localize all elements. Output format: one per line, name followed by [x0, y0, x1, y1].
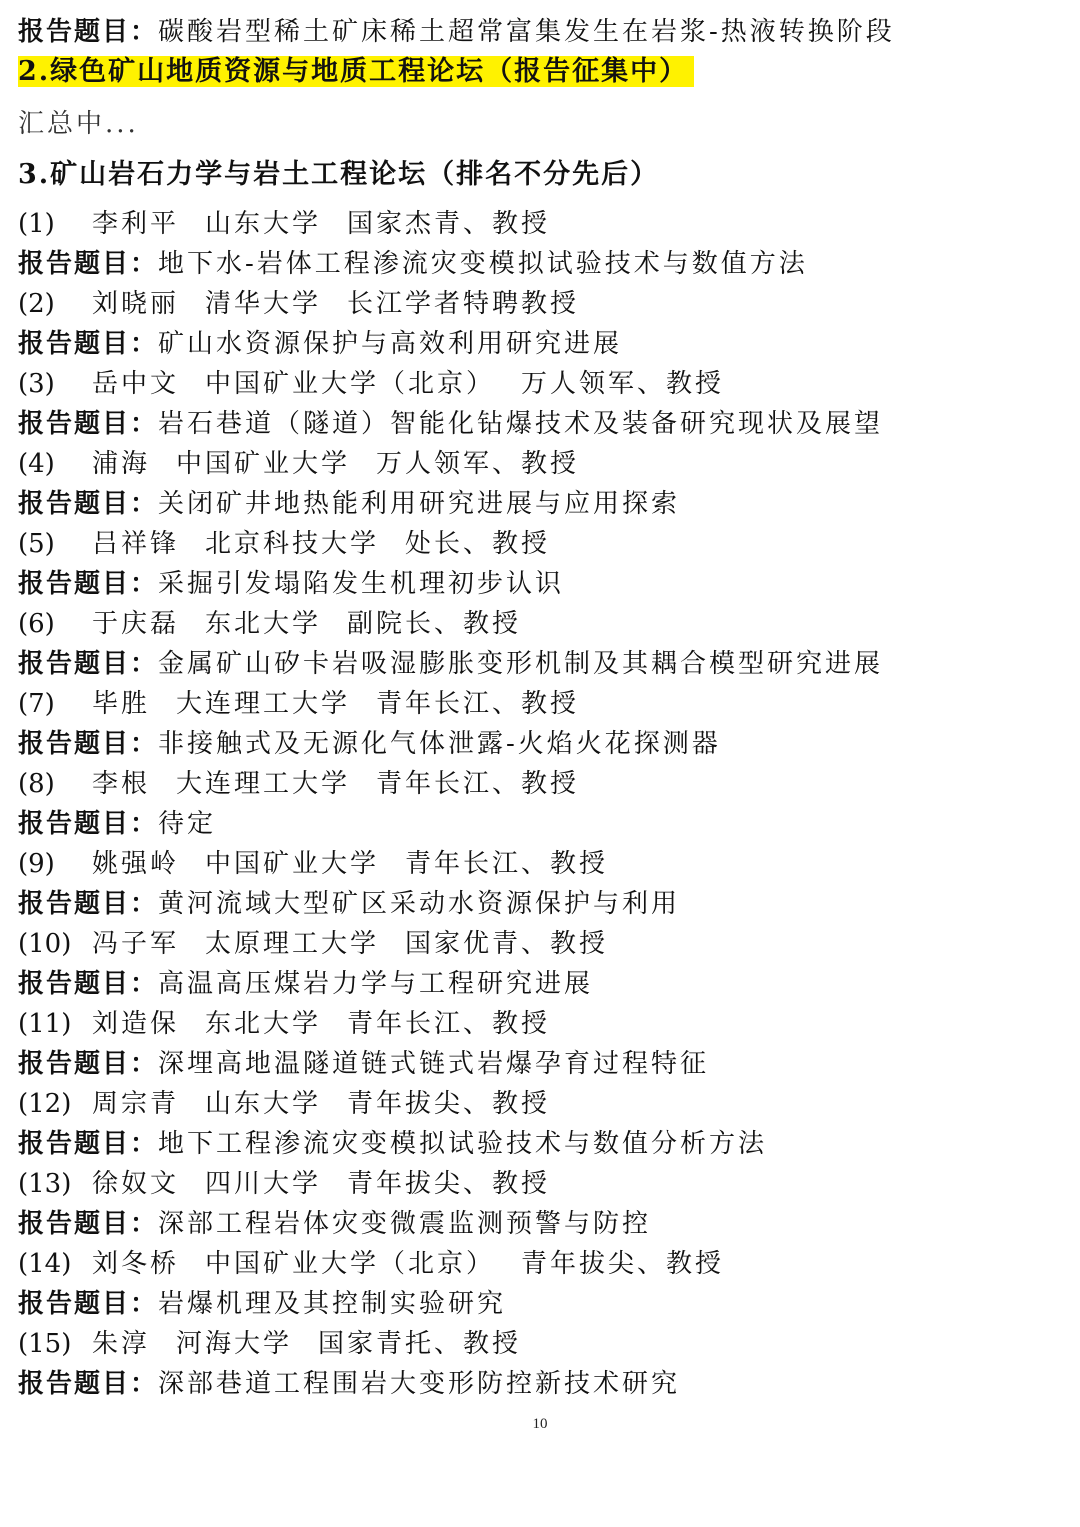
speaker-name: 李利平 [92, 209, 180, 239]
speaker-title: 青年拔尖、教授 [521, 1249, 725, 1279]
speaker-org: 山东大学 [205, 1089, 322, 1119]
speaker-org: 中国矿业大学（北京） [205, 1249, 496, 1279]
speaker-title: 国家青托、教授 [318, 1329, 522, 1359]
entry-number: (13) [18, 1169, 72, 1199]
report-topic: 关闭矿井地热能利用研究进展与应用探索 [158, 489, 681, 519]
report-topic: 深部工程岩体灾变微震监测预警与防控 [158, 1209, 652, 1239]
entry-number: (10) [18, 929, 72, 959]
speaker-org: 清华大学 [205, 289, 322, 319]
report-topic: 岩爆机理及其控制实验研究 [158, 1289, 507, 1319]
report-topic: 待定 [158, 809, 217, 839]
speaker-name: 吕祥锋 [92, 529, 180, 559]
speaker-org: 东北大学 [205, 1009, 322, 1039]
speaker-name: 岳中文 [92, 369, 180, 399]
report-title-line [18, 1124, 767, 1164]
speaker-line [18, 204, 550, 244]
report-label: 报告题目： [18, 249, 159, 279]
speaker-org: 大连理工大学 [176, 689, 351, 719]
speaker-org: 太原理工大学 [205, 929, 380, 959]
report-topic: 碳酸岩型稀土矿床稀土超常富集发生在岩浆-热液转换阶段 [158, 17, 895, 47]
speaker-line [18, 444, 579, 484]
entry-number: (12) [18, 1089, 72, 1119]
report-topic: 黄河流域大型矿区采动水资源保护与利用 [158, 889, 681, 919]
report-title-line [18, 884, 680, 924]
report-label: 报告题目： [18, 729, 159, 759]
report-topic: 地下工程渗流灾变模拟试验技术与数值分析方法 [158, 1129, 768, 1159]
section2-heading-text: 2.绿色矿山地质资源与地质工程论坛（报告征集中） [18, 56, 694, 87]
speaker-title: 青年长江、教授 [347, 1009, 551, 1039]
speaker-title: 长江学者特聘教授 [347, 289, 580, 319]
entry-number: (1) [18, 209, 55, 239]
report-label: 报告题目： [18, 17, 159, 47]
entry-number: (7) [18, 689, 55, 719]
speaker-name: 周宗青 [92, 1089, 180, 1119]
speaker-org: 中国矿业大学（北京） [205, 369, 496, 399]
report-topic: 地下水-岩体工程渗流灾变模拟试验技术与数值方法 [158, 249, 808, 279]
speaker-line [18, 764, 579, 804]
section3-heading: 3.矿山岩石力学与岩土工程论坛（排名不分先后） [18, 159, 660, 190]
speaker-line [18, 1324, 521, 1364]
speaker-title: 青年长江、教授 [405, 849, 609, 879]
speaker-name: 刘造保 [92, 1009, 180, 1039]
report-label: 报告题目： [18, 569, 159, 599]
report-topic: 矿山水资源保护与高效利用研究进展 [158, 329, 623, 359]
speaker-line [18, 1084, 550, 1124]
speaker-name: 徐奴文 [92, 1169, 180, 1199]
speaker-title: 青年长江、教授 [376, 769, 580, 799]
speaker-line [18, 524, 550, 564]
speaker-title: 青年拔尖、教授 [347, 1089, 551, 1119]
report-label: 报告题目： [18, 969, 159, 999]
report-title-line [18, 804, 216, 844]
speaker-name: 朱淳 [92, 1329, 151, 1359]
report-title-line [18, 724, 721, 764]
entry-number: (3) [18, 369, 55, 399]
section2-heading [18, 52, 694, 92]
entry-number: (4) [18, 449, 55, 479]
speaker-line [18, 684, 579, 724]
speaker-line [18, 1164, 550, 1204]
entry-number: (6) [18, 609, 55, 639]
report-title-line [18, 244, 808, 284]
report-topic: 高温高压煤岩力学与工程研究进展 [158, 969, 594, 999]
report-title-line [18, 964, 593, 1004]
report-label: 报告题目： [18, 809, 159, 839]
report-topic: 金属矿山矽卡岩吸湿膨胀变形机制及其耦合模型研究进展 [158, 649, 884, 679]
report-label: 报告题目： [18, 329, 159, 359]
entry-number: (15) [18, 1329, 72, 1359]
speaker-name: 李根 [92, 769, 151, 799]
speaker-title: 青年长江、教授 [376, 689, 580, 719]
entry-number: (14) [18, 1249, 72, 1279]
speaker-name: 冯子军 [92, 929, 180, 959]
speaker-title: 国家杰青、教授 [347, 209, 551, 239]
speaker-line [18, 1004, 550, 1044]
report-label: 报告题目： [18, 889, 159, 919]
report-topic: 岩石巷道（隧道）智能化钻爆技术及装备研究现状及展望 [158, 409, 884, 439]
report-title-line [18, 1204, 651, 1244]
speaker-line [18, 364, 724, 404]
speaker-line [18, 1244, 724, 1284]
entry-number: (11) [18, 1009, 72, 1039]
speaker-org: 中国矿业大学 [205, 849, 380, 879]
speaker-title: 国家优青、教授 [405, 929, 609, 959]
top-report-title [18, 12, 895, 52]
speaker-name: 毕胜 [92, 689, 151, 719]
speaker-title: 副院长、教授 [347, 609, 522, 639]
speaker-name: 刘冬桥 [92, 1249, 180, 1279]
speaker-name: 姚强岭 [92, 849, 180, 879]
speaker-org: 大连理工大学 [176, 769, 351, 799]
speaker-name: 浦海 [92, 449, 151, 479]
report-label: 报告题目： [18, 1129, 159, 1159]
section2-note: 汇总中... [18, 109, 139, 139]
speaker-title: 万人领军、教授 [376, 449, 580, 479]
report-title-line [18, 644, 883, 684]
report-label: 报告题目： [18, 1209, 159, 1239]
entry-number: (9) [18, 849, 55, 879]
report-topic: 深部巷道工程围岩大变形防控新技术研究 [158, 1369, 681, 1399]
report-label: 报告题目： [18, 489, 159, 519]
speaker-title: 处长、教授 [405, 529, 551, 559]
report-title-line [18, 404, 883, 444]
report-topic: 采掘引发塌陷发生机理初步认识 [158, 569, 565, 599]
speaker-org: 中国矿业大学 [176, 449, 351, 479]
report-title-line [18, 1364, 680, 1404]
report-title-line [18, 484, 680, 524]
report-label: 报告题目： [18, 1049, 159, 1079]
report-label: 报告题目： [18, 1289, 159, 1319]
report-topic: 非接触式及无源化气体泄露-火焰火花探测器 [158, 729, 721, 759]
speaker-name: 刘晓丽 [92, 289, 180, 319]
report-label: 报告题目： [18, 1369, 159, 1399]
speaker-org: 东北大学 [205, 609, 322, 639]
speaker-line [18, 604, 521, 644]
speaker-name: 于庆磊 [92, 609, 180, 639]
speaker-line [18, 924, 608, 964]
report-title-line [18, 564, 564, 604]
report-label: 报告题目： [18, 649, 159, 679]
speaker-line [18, 284, 579, 324]
report-title-line [18, 324, 622, 364]
entry-number: (2) [18, 289, 55, 319]
report-topic: 深埋高地温隧道链式链式岩爆孕育过程特征 [158, 1049, 710, 1079]
page-number: 10 [532, 1416, 548, 1432]
report-title-line [18, 1284, 506, 1324]
entry-number: (8) [18, 769, 55, 799]
speaker-line [18, 844, 608, 884]
speaker-org: 四川大学 [205, 1169, 322, 1199]
report-label: 报告题目： [18, 409, 159, 439]
speaker-org: 山东大学 [205, 209, 322, 239]
speaker-org: 北京科技大学 [205, 529, 380, 559]
speaker-title: 万人领军、教授 [521, 369, 725, 399]
entry-number: (5) [18, 529, 55, 559]
speaker-title: 青年拔尖、教授 [347, 1169, 551, 1199]
speaker-org: 河海大学 [176, 1329, 293, 1359]
report-title-line [18, 1044, 709, 1084]
